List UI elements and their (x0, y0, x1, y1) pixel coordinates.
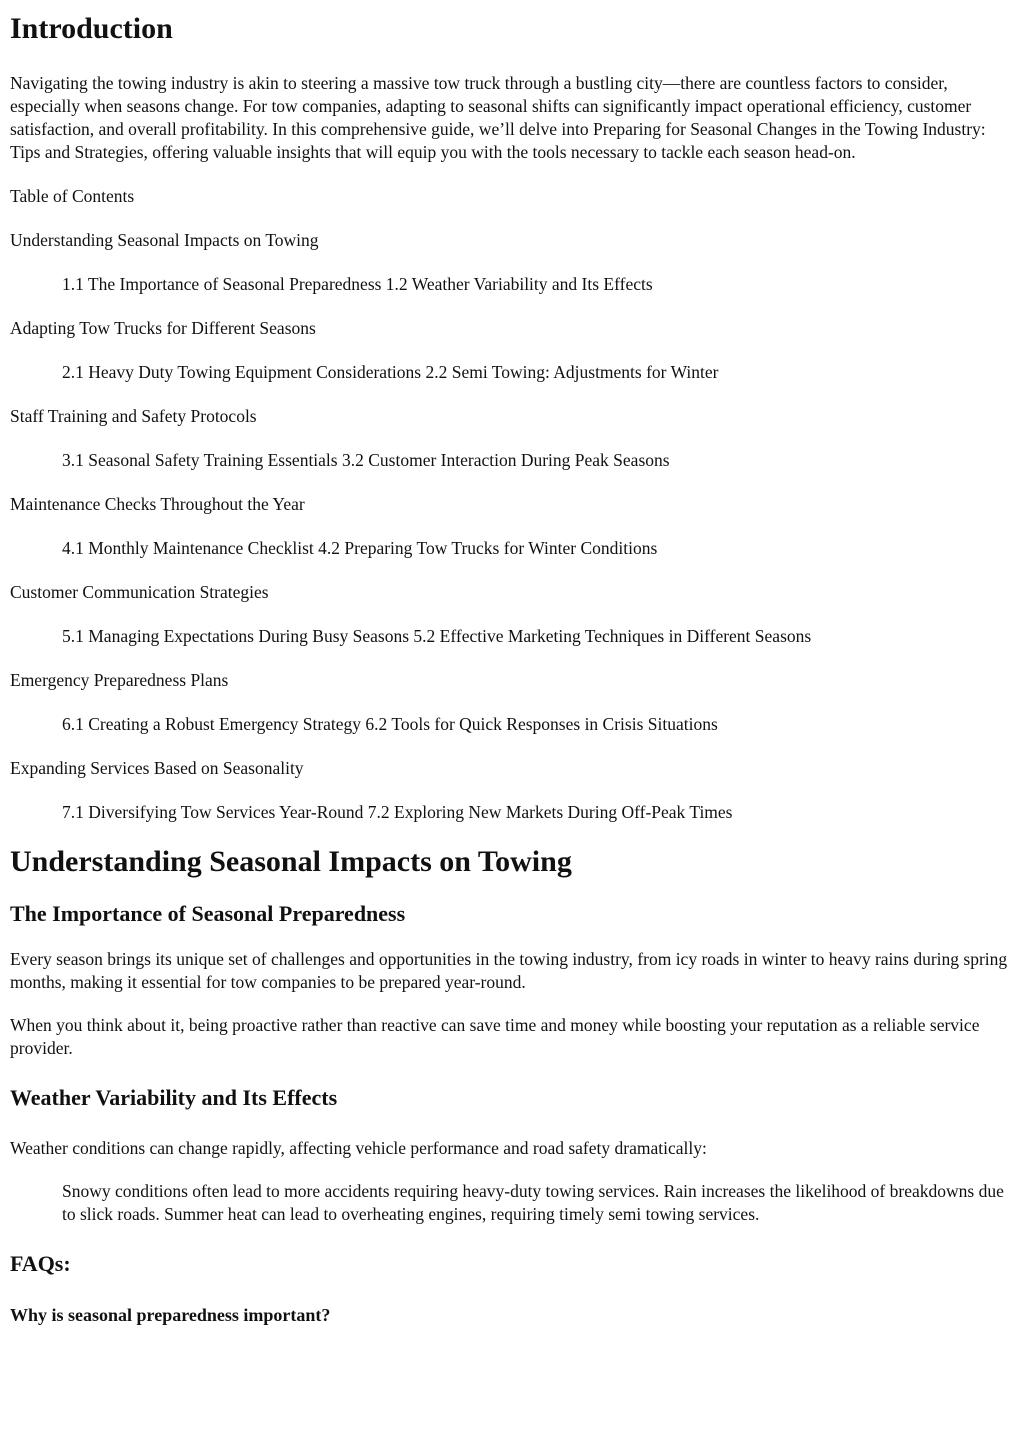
faqs-heading: FAQs: (10, 1251, 71, 1276)
intro-paragraph: Navigating the towing industry is akin to steering a massive tow truck through a bustling city—there are countless factors to consider, especially when seasons change. For tow companies, adapting to seasonal shifts can significantly impact operational efficiency, customer satisfaction, and overall profitability. In this comprehensive guide, we’ll delve into Preparing for Seasonal Changes in the Towing Industry: Tips and Strategies, offering valuable insights that will equip you with the tools necessary to tackle each season head-on. (10, 73, 986, 162)
toc-subsections: 4.1 Monthly Maintenance Checklist 4.2 Preparing Tow Trucks for Winter Conditions (62, 538, 658, 558)
subsection-heading: Weather Variability and Its Effects (10, 1085, 338, 1110)
toc-list (10, 229, 1014, 824)
toc-section-title: Adapting Tow Trucks for Different Seasons (10, 318, 316, 338)
toc-section-title: Maintenance Checks Throughout the Year (10, 494, 305, 514)
toc-title: Table of Contents (10, 186, 135, 206)
weather-effects-list: Snowy conditions often lead to more accidents requiring heavy-duty towing services. Rain increases the likelihood of breakdowns due to slick roads. Summer heat can lead to overheating engines, requiring timely semi towing services. (62, 1181, 1004, 1224)
proactive-paragraph: When you think about it, being proactive rather than reactive can save time and money while boosting your reputation as a reliable service provider. (10, 1015, 980, 1058)
toc-section-title: Expanding Services Based on Seasonality (10, 758, 304, 778)
toc-section-title: Understanding Seasonal Impacts on Towing (10, 230, 319, 250)
toc-subsections: 6.1 Creating a Robust Emergency Strategy 6.2 Tools for Quick Responses in Crisis Situations (62, 714, 718, 734)
toc-section-title: Emergency Preparedness Plans (10, 670, 229, 690)
importance-paragraph: Every season brings its unique set of challenges and opportunities in the towing industry, from icy roads in winter to heavy rains during spring months, making it essential for tow companies to be prepared year-round. (10, 949, 1008, 992)
weather-intro-paragraph: Weather conditions can change rapidly, affecting vehicle performance and road safety dramatically: (10, 1138, 707, 1158)
intro-heading: Introduction (10, 12, 173, 45)
toc-subsections: 1.1 The Importance of Seasonal Preparedness 1.2 Weather Variability and Its Effects (62, 274, 653, 294)
subsection-heading: The Importance of Seasonal Preparedness (10, 901, 406, 926)
toc-subsections: 3.1 Seasonal Safety Training Essentials 3.2 Customer Interaction During Peak Seasons (62, 450, 670, 470)
toc-section-title: Staff Training and Safety Protocols (10, 406, 257, 426)
toc-subsections: 5.1 Managing Expectations During Busy Seasons 5.2 Effective Marketing Techniques in Different Seasons (62, 626, 812, 646)
toc-subsections: 7.1 Diversifying Tow Services Year-Round 7.2 Exploring New Markets During Off-Peak Times (62, 802, 733, 822)
toc-section-title: Customer Communication Strategies (10, 582, 269, 602)
faq-question: Why is seasonal preparedness important? (10, 1305, 331, 1325)
toc-subsections: 2.1 Heavy Duty Towing Equipment Considerations 2.2 Semi Towing: Adjustments for Winter (62, 362, 719, 382)
section-heading: Understanding Seasonal Impacts on Towing (10, 845, 572, 878)
